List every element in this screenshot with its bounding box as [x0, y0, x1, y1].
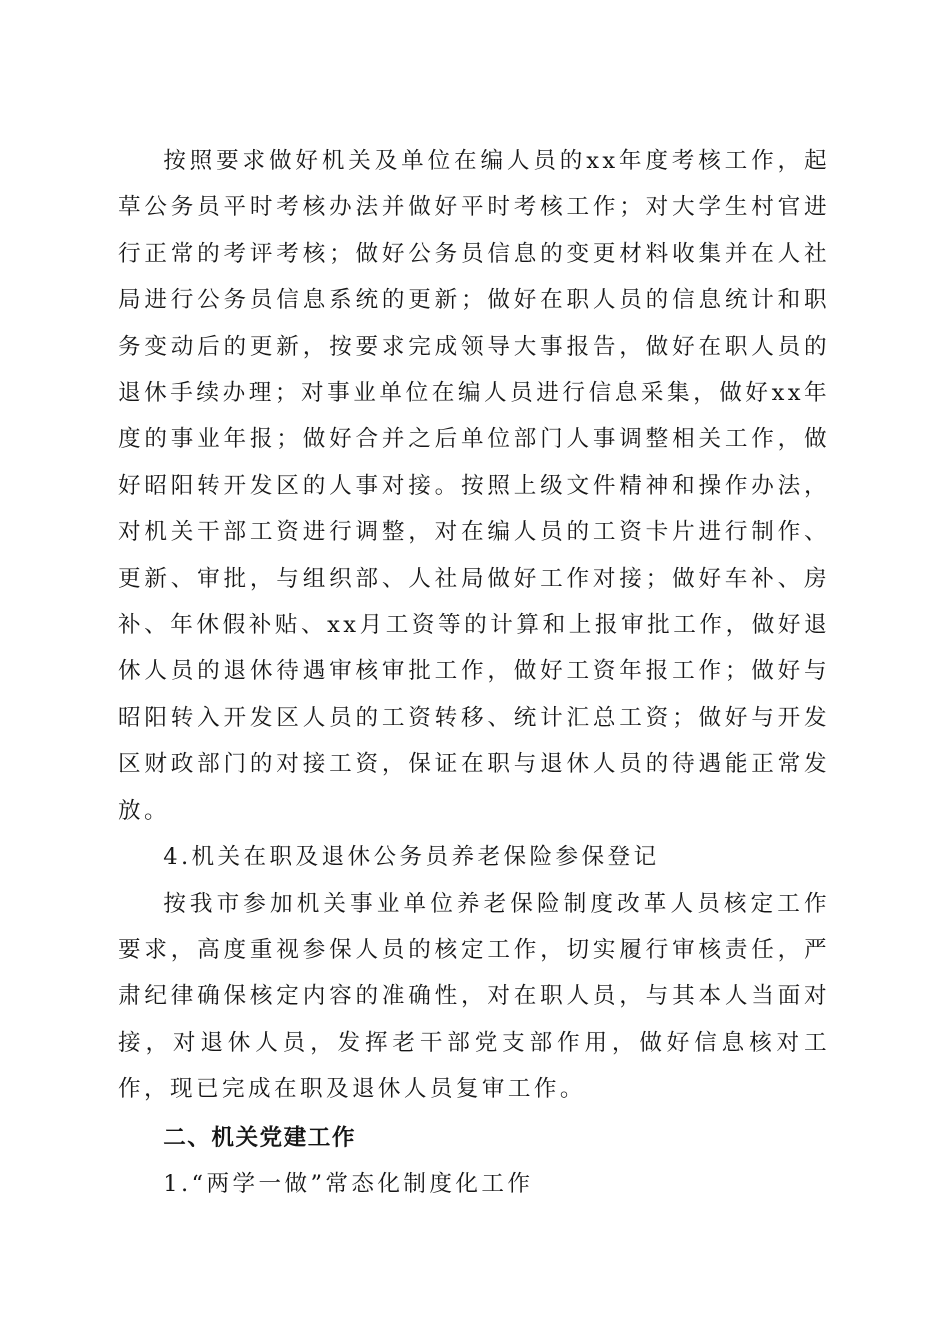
- section-heading-party-building: 二、机关党建工作: [163, 1124, 356, 1151]
- subheading-two-studies: 1.“两学一做”常态化制度化工作: [163, 1170, 534, 1197]
- document-body: [118, 138, 830, 1207]
- paragraph-personnel-assessment: 按照要求做好机关及单位在编人员的xx年度考核工作，起草公务员平时考核办法并做好平时考核工作；对大学生村官进行正常的考评考核；做好公务员信息的变更材料收集并在人社局进行公务员信息系统的更新；做好在职人员的信息统计和职务变动后的更新，按要求完成领导大事报告，做好在职人员的退休手续办理；对事业单位在编人员进行信息采集，做好xx年度的事业年报；做好合并之后单位部门人事调整相关工作，做好昭阳转开发区的人事对接。按照上级文件精神和操作办法，对机关干部工资进行调整，对在编人员的工资卡片进行制作、更新、审批，与组织部、人社局做好工作对接；做好车补、房补、年休假补贴、xx月工资等的计算和上报审批工作，做好退休人员的退休待遇审核审批工作，做好工资年报工作；做好与昭阳转入开发区人员的工资转移、统计汇总工资；做好与开发区财政部门的对接工资，保证在职与退休人员的待遇能正常发放。: [118, 148, 830, 824]
- subheading-pension-insurance: 4.机关在职及退休公务员养老保险参保登记: [163, 844, 660, 871]
- paragraph-pension-verification: 按我市参加机关事业单位养老保险制度改革人员核定工作要求，高度重视参保人员的核定工作，切实履行审核责任，严肃纪律确保核定内容的准确性，对在职人员，与其本人当面对接，对退休人员，发挥老干部党支部作用，做好信息核对工作，现已完成在职及退休人员复审工作。: [118, 890, 830, 1103]
